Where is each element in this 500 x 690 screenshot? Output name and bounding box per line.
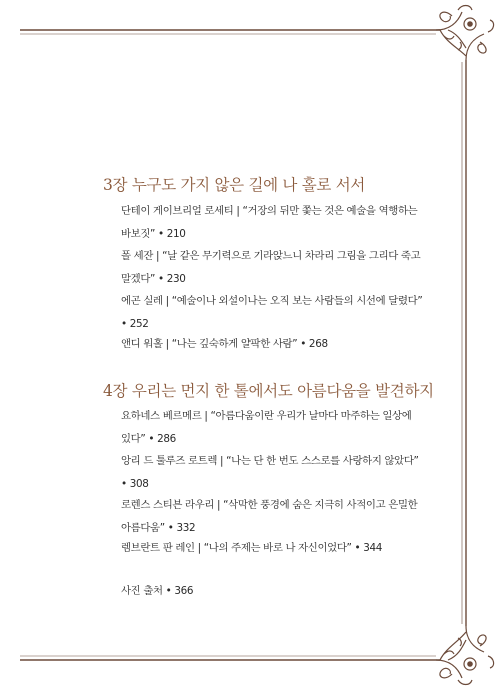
- toc-entry-line: 에곤 실레 | “예술이나 외설이나는 오직 보는 사람들의 시선에 달렸다”: [121, 295, 423, 307]
- toc-entry-line: 바보짓” • 210: [121, 228, 186, 240]
- toc-entry-line: • 308: [121, 478, 149, 490]
- toc-entry-line: 단테이 게이브리얼 로세티 | “거장의 뒤만 쫓는 것은 예술을 역행하는: [121, 205, 418, 217]
- toc-entry-line: 렘브란트 판 레인 | “나의 주제는 바로 나 자신이었다” • 344: [121, 542, 383, 554]
- toc-entry-line: 폴 세잔 | “날 같은 무기력으로 기라앉느니 차라리 그림을 그리다 죽고: [121, 250, 421, 262]
- toc-entry[interactable]: [121, 405, 426, 451]
- toc-entry-line: 말겠다” • 230: [121, 273, 186, 285]
- toc-entry-line: 아름다움” • 332: [121, 522, 196, 534]
- toc-entry-line: 로렌스 스티븐 라우리 | “삭막한 풍경에 숨은 지극히 사적이고 은밀한: [121, 499, 418, 511]
- toc-entry[interactable]: [121, 290, 426, 336]
- toc-entry[interactable]: [121, 450, 426, 496]
- toc-entry-line: 앤디 워홀 | “나는 깊숙하게 얄팍한 사람” • 268: [121, 338, 328, 350]
- toc-entry-line: 앙리 드 툴루즈 로트렉 | “나는 단 한 번도 스스로를 사랑하지 않았다”: [121, 455, 419, 467]
- toc-entry[interactable]: [121, 494, 426, 540]
- toc-entry[interactable]: [121, 333, 426, 356]
- toc-entry-line: • 252: [121, 318, 149, 330]
- toc-entry[interactable]: [121, 200, 426, 246]
- chapter-4-title: 4장 우리는 먼지 한 톨에서도 아름다움을 발견하지: [103, 382, 434, 400]
- toc-entry[interactable]: [121, 537, 426, 560]
- toc-entry-line: 요하네스 베르메르 | “아름다움이란 우리가 날마다 마주하는 일상에: [121, 410, 412, 422]
- toc-entry-line: 있다” • 286: [121, 433, 176, 445]
- chapter-3-title: 3장 누구도 가지 않은 길에 나 홀로 서서: [103, 176, 366, 194]
- photo-credits-entry[interactable]: 사진 출처 • 366: [121, 585, 194, 597]
- toc-entry[interactable]: [121, 245, 426, 291]
